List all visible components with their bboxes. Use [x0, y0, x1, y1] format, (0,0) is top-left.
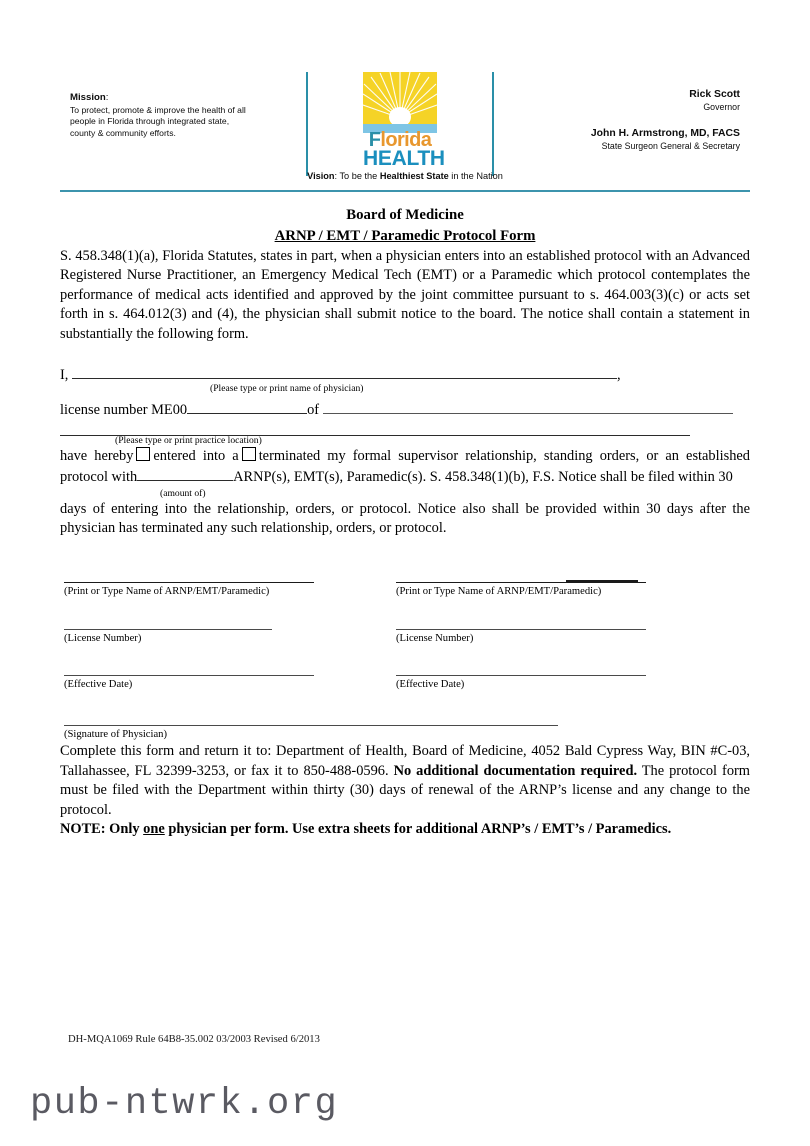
hereby-text-2: entered into a [153, 447, 239, 464]
signature-block [60, 582, 750, 742]
caption-effective-left: (Effective Date) [64, 679, 133, 691]
closing-part-2: The protocol form must be filed with the Department within thirty (30) days of renewal of the ARNP’s license and any change to the protocol. [60, 762, 751, 818]
officials-spacer [480, 113, 740, 127]
hereby-paragraph [60, 447, 750, 488]
caption-effective-right: (Effective Date) [396, 679, 465, 691]
signature-license-left [64, 629, 272, 646]
mission-label: Mission: [70, 92, 109, 103]
caption-license-left: (License Number) [64, 633, 142, 645]
vision-label: Vision [307, 171, 335, 181]
checkbox-terminated[interactable] [242, 447, 256, 461]
i-trailing-comma: , [617, 367, 621, 384]
closing-paragraph [60, 742, 750, 820]
note-prefix: NOTE: Only [60, 821, 144, 838]
mission-colon: : [105, 92, 109, 103]
name-blank-right-overstrike [566, 580, 638, 582]
license-number-blank[interactable] [187, 399, 307, 414]
mission-text: To protect, promote & improve the health of all people in Florida through integrated state, county & community efforts. [70, 104, 246, 138]
signature-effective-left [64, 675, 314, 692]
signature-physician [64, 725, 558, 742]
signature-row-license [60, 629, 750, 675]
hereby-text-3: terminated my formal supervisor relationship, standing orders, or an established protocol with [60, 447, 750, 486]
physician-name-blank[interactable] [72, 364, 617, 379]
amount-of-blank[interactable] [137, 466, 233, 481]
signature-effective-right [396, 675, 646, 692]
physician-name-row [60, 364, 750, 385]
practice-location-blank-1[interactable] [323, 399, 733, 414]
watermark-text: pub-ntwrk.org [30, 1083, 339, 1125]
caption-name-left: (Print or Type Name of ARNP/EMT/Paramedic) [64, 586, 270, 598]
note-paragraph [60, 820, 750, 839]
form-revision-code: DH-MQA1069 Rule 64B8-35.002 03/2003 Revised 6/2013 [68, 1034, 320, 1045]
signature-license-right [396, 629, 646, 646]
checkbox-entered-into[interactable] [136, 447, 150, 461]
governor-name: Rick Scott [689, 89, 740, 100]
sun-rays-icon [363, 72, 437, 124]
logo-wordmark-health: HEALTH [363, 147, 445, 170]
signature-row-effective [60, 675, 750, 723]
title-line-2: ARNP / EMT / Paramedic Protocol Form [274, 228, 536, 244]
mission-statement [70, 92, 250, 139]
surgeon-general-role: State Surgeon General & Secretary [601, 141, 740, 151]
physician-fillin-section [60, 364, 750, 447]
note-underline-one: one [143, 821, 165, 838]
caption-physician-signature: (Signature of Physician) [64, 729, 167, 741]
vision-statement [0, 171, 810, 181]
sun-rays-svg [363, 72, 437, 124]
logo-florida-initial: F [368, 129, 381, 151]
florida-health-logo [363, 72, 445, 170]
vision-emphasis: Healthiest State [379, 171, 449, 181]
letterhead [0, 0, 810, 200]
statute-paragraph: S. 458.348(1)(a), Florida Statutes, states in part, when a physician enters into an established protocol with an Advanced Registered Nurse Practitioner, an Emergency Medical Tech (EMT) or a Paramedic which protocol contemplates the performance of medical acts identified and approved by the joint committee pursuant to s. 464.003(3)(c) or acts set forth in s. 464.012(3) and (4), the physician shall submit notice to the board. The notice shall contain a statement in substantially the following form. [60, 248, 750, 342]
i-label: I, [60, 367, 69, 384]
days-paragraph: days of entering into the relationship, orders, or protocol. Notice also shall be provided within 30 days after the physician has terminated any such relationship, orders, or protocol. [60, 500, 750, 537]
license-row [60, 399, 750, 420]
logo-florida-rest: lorida [380, 129, 432, 151]
page-title [60, 205, 750, 247]
caption-name-right: (Print or Type Name of ARNP/EMT/Paramedic) [396, 586, 602, 598]
caption-practice-location: (Please type or print practice location) [115, 434, 262, 446]
officials-block [480, 88, 740, 152]
license-label: license number ME00 [60, 402, 188, 419]
caption-amount-of: (amount of) [160, 487, 206, 499]
hereby-text-1: have hereby [60, 447, 134, 464]
note-suffix: physician per form. Use extra sheets for additional ARNP’s / EMT’s / Paramedics. [164, 821, 672, 838]
title-line-1: Board of Medicine [346, 207, 464, 223]
surgeon-general-name: John H. Armstrong, MD, FACS [590, 128, 740, 139]
of-label: of [307, 402, 320, 419]
vision-suffix: in the Nation [448, 171, 503, 181]
hereby-text-4: ARNP(s), EMT(s), Paramedic(s). S. 458.348(1)(b), F.S. Notice shall be filed within 30 [233, 469, 733, 486]
closing-part-1: Complete this form and return it to: Department of Health, Board of Medicine, 4052 Bald Cypress Way, BIN #C-03, Tallahassee, FL 32399-3253, or fax it to 850-488-0596. [60, 743, 750, 779]
signature-row-names [60, 582, 750, 629]
caption-physician-name: (Please type or print name of physician) [210, 383, 364, 395]
vision-prefix: : To be the [334, 171, 380, 181]
divider-bar-left [306, 72, 308, 176]
signature-name-left [64, 582, 314, 599]
caption-license-right: (License Number) [396, 633, 474, 645]
closing-bold-notice: No additional documentation required. [393, 762, 638, 779]
header-rule [60, 190, 750, 192]
governor-role: Governor [703, 102, 740, 112]
document-body [60, 205, 750, 840]
signature-name-right [396, 582, 646, 599]
